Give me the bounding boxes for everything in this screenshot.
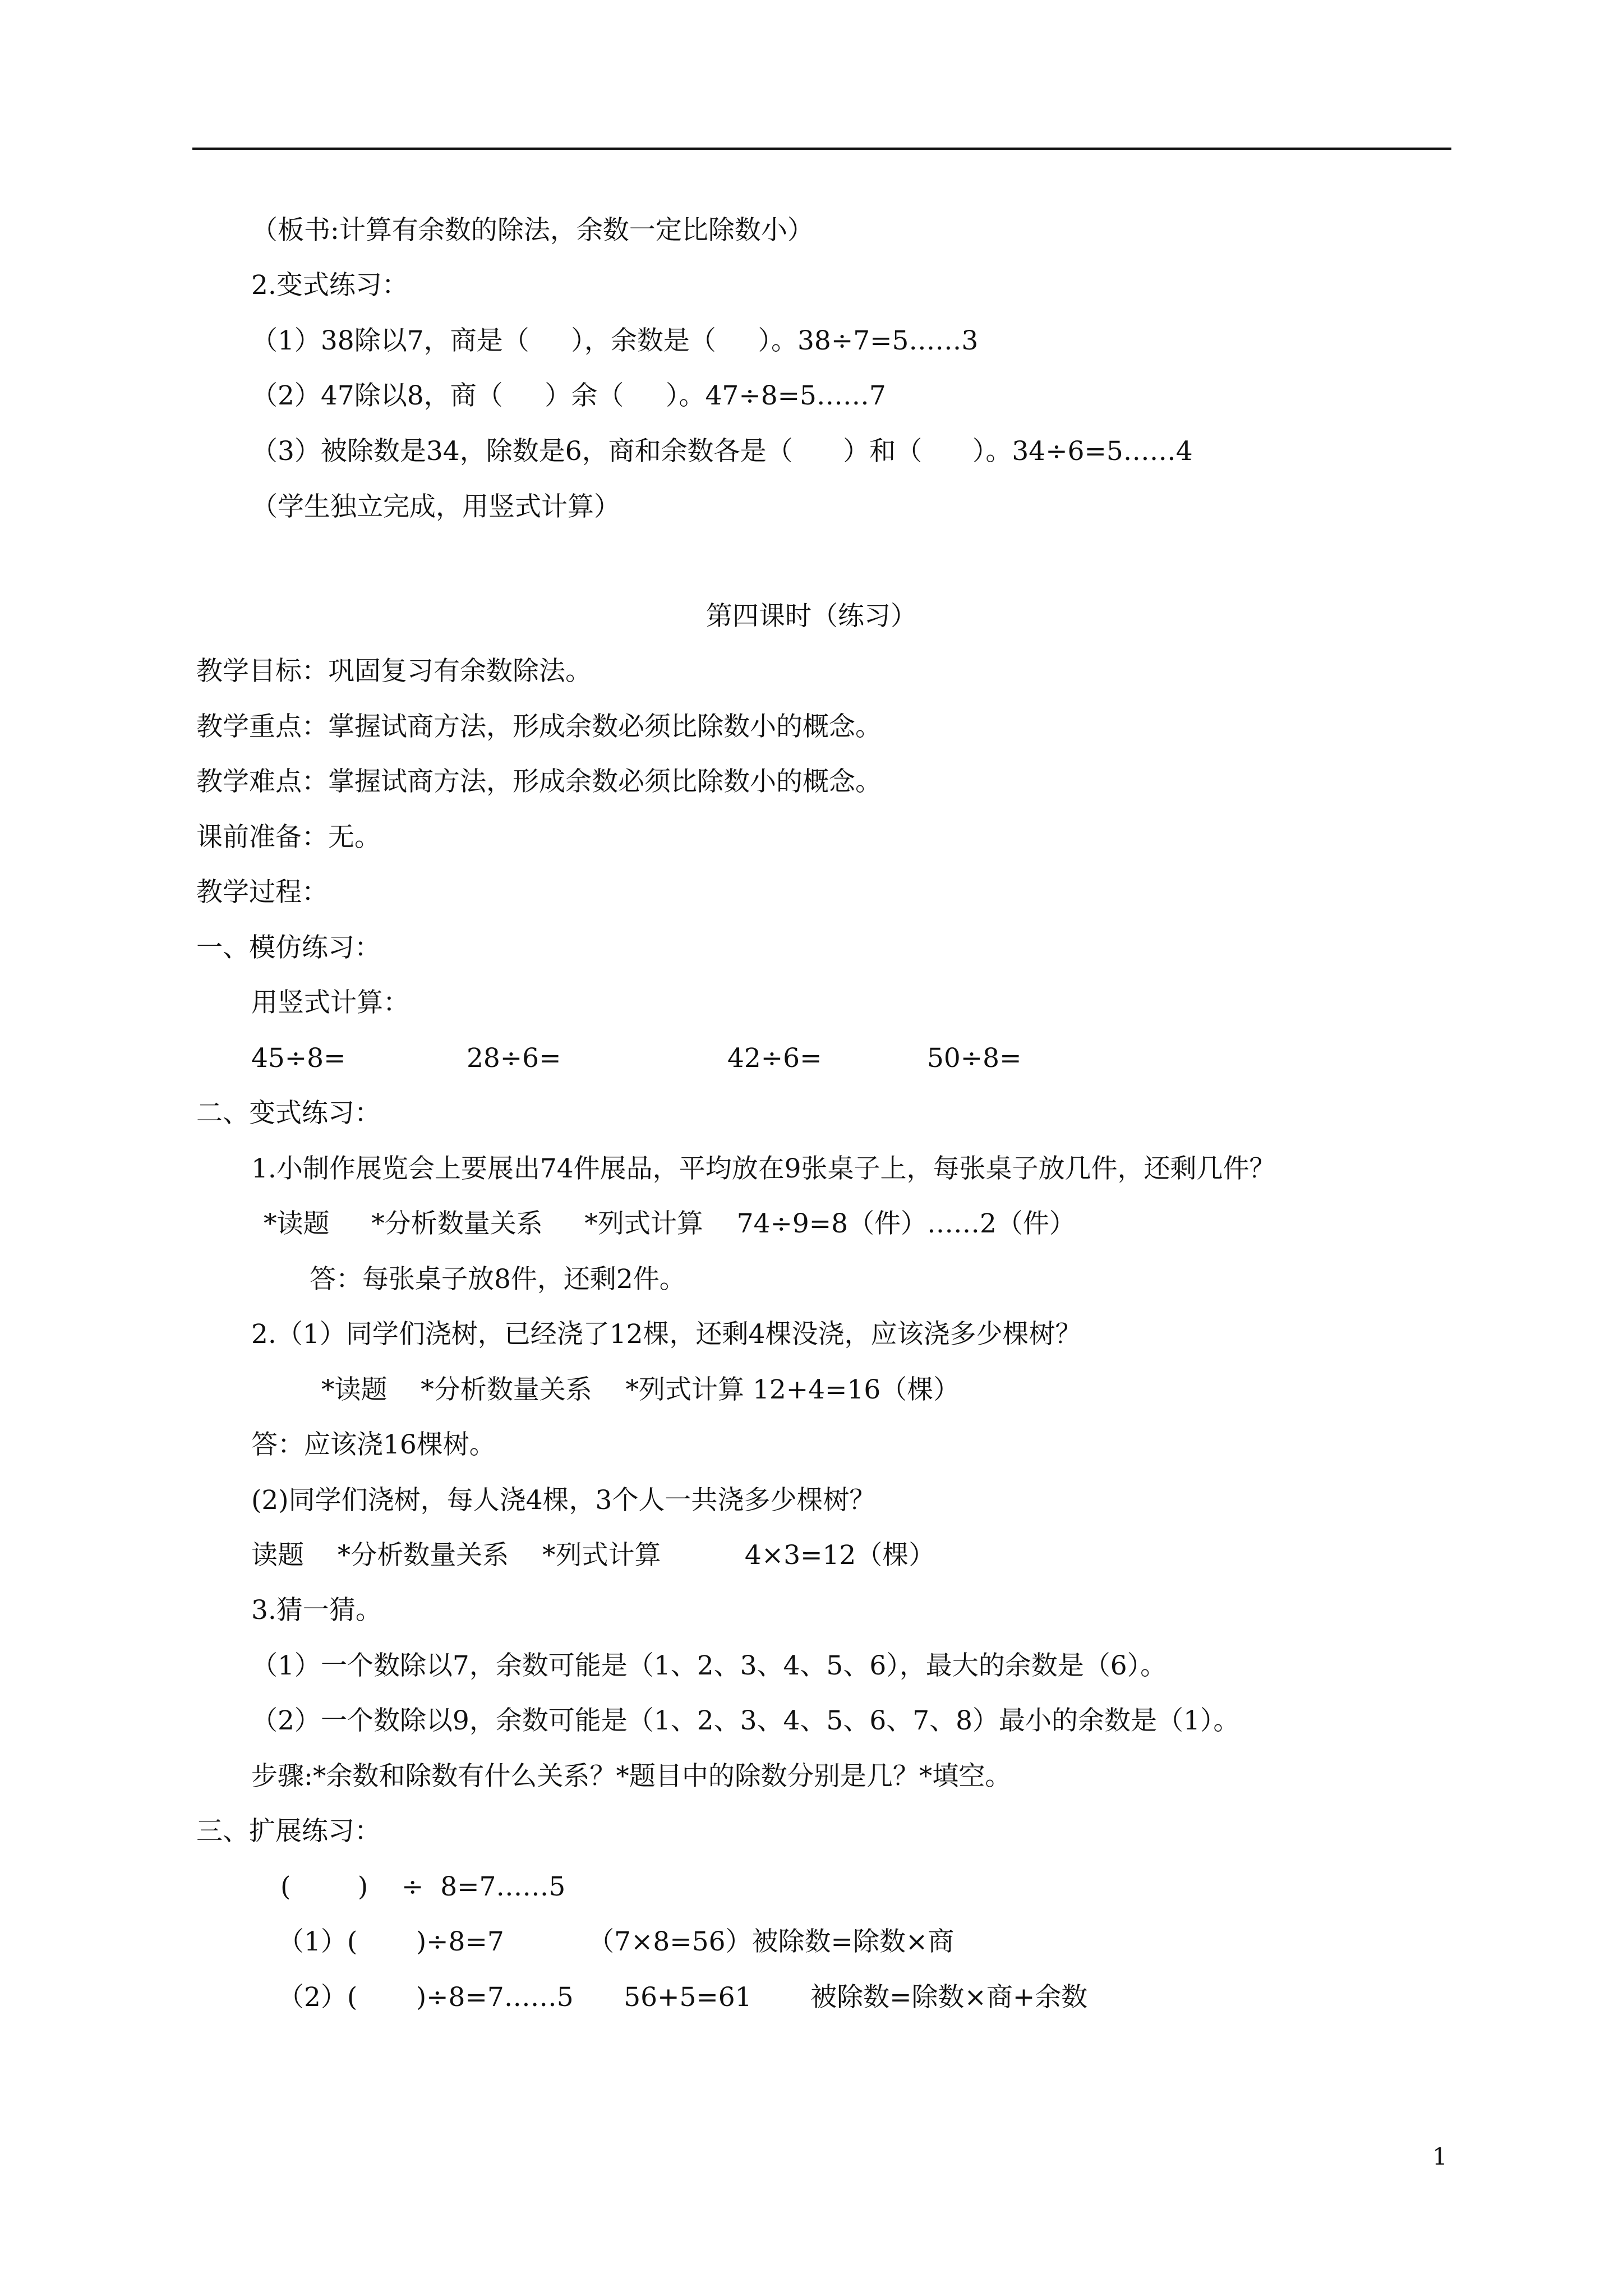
- text-line: 步骤:*余数和除数有什么关系？*题目中的除数分别是几？*填空。: [251, 1761, 1012, 1792]
- text-line: （1）38除以7，商是（ ），余数是（ ）。38÷7=5……3: [251, 325, 979, 356]
- page-number: 1: [1432, 2143, 1447, 2170]
- text-line: （2）( )÷8=7……5 56+5=61 被除数=除数×商+余数: [278, 1982, 1088, 2013]
- math-item: 50÷8=: [927, 1043, 1022, 1074]
- text-line: 教学难点：掌握试商方法，形成余数必须比除数小的概念。: [196, 766, 882, 797]
- text-line: （1）一个数除以7，余数可能是（1、2、3、4、5、6），最大的余数是（6）。: [251, 1650, 1167, 1681]
- text-line: 2.（1）同学们浇树，已经浇了12棵，还剩4棵没浇，应该浇多少棵树？: [251, 1319, 1082, 1350]
- text-line: 答：每张桌子放8件，还剩2件。: [310, 1264, 686, 1295]
- text-line: 一、模仿练习：: [196, 932, 381, 963]
- text-line: 读题 *分析数量关系 *列式计算 4×3=12（棵）: [251, 1540, 935, 1571]
- text-line: （3）被除数是34，除数是6，商和余数各是（ ）和（ ）。34÷6=5……4: [251, 436, 1193, 467]
- text-line: （2）47除以8，商（ ）余（ ）。47÷8=5……7: [251, 380, 886, 411]
- text-line: （1）( )÷8=7 （7×8=56）被除数=除数×商: [278, 1926, 955, 1957]
- text-line: （学生独立完成，用竖式计算）: [251, 491, 620, 522]
- text-line: 教学目标：巩固复习有余数除法。: [196, 656, 592, 687]
- text-line: （板书:计算有余数的除法，余数一定比除数小）: [251, 215, 814, 246]
- math-item: 42÷6=: [727, 1043, 822, 1074]
- text-line: *读题 *分析数量关系 *列式计算 12+4=16（棵）: [321, 1374, 960, 1405]
- text-line: ( ) ÷ 8=7……5: [280, 1871, 566, 1902]
- section-title: 第四课时（练习）: [706, 601, 917, 632]
- text-line: 用竖式计算：: [251, 987, 409, 1018]
- text-line: 1.小制作展览会上要展出74件展品，平均放在9张桌子上，每张桌子放几件，还剩几件？: [251, 1153, 1276, 1184]
- header-rule: [192, 148, 1451, 150]
- math-item: 45÷8=: [251, 1043, 346, 1074]
- text-line: 课前准备：无。: [196, 822, 381, 853]
- text-line: 答：应该浇16棵树。: [251, 1429, 496, 1460]
- text-line: *读题 *分析数量关系 *列式计算 74÷9=8（件）……2（件）: [264, 1208, 1076, 1239]
- text-line: 3.猜一猜。: [251, 1595, 382, 1626]
- text-line: 2.变式练习：: [251, 270, 408, 301]
- text-line: 二、变式练习：: [196, 1098, 381, 1129]
- text-line: 教学过程：: [196, 877, 328, 908]
- text-line: （2）一个数除以9，余数可能是（1、2、3、4、5、6、7、8）最小的余数是（1）。: [251, 1705, 1240, 1736]
- text-line: 三、扩展练习：: [196, 1816, 381, 1847]
- math-item: 28÷6=: [467, 1043, 561, 1074]
- text-line: 教学重点：掌握试商方法，形成余数必须比除数小的概念。: [196, 711, 882, 742]
- text-line: (2)同学们浇树，每人浇4棵，3个人一共浇多少棵树？: [251, 1485, 876, 1516]
